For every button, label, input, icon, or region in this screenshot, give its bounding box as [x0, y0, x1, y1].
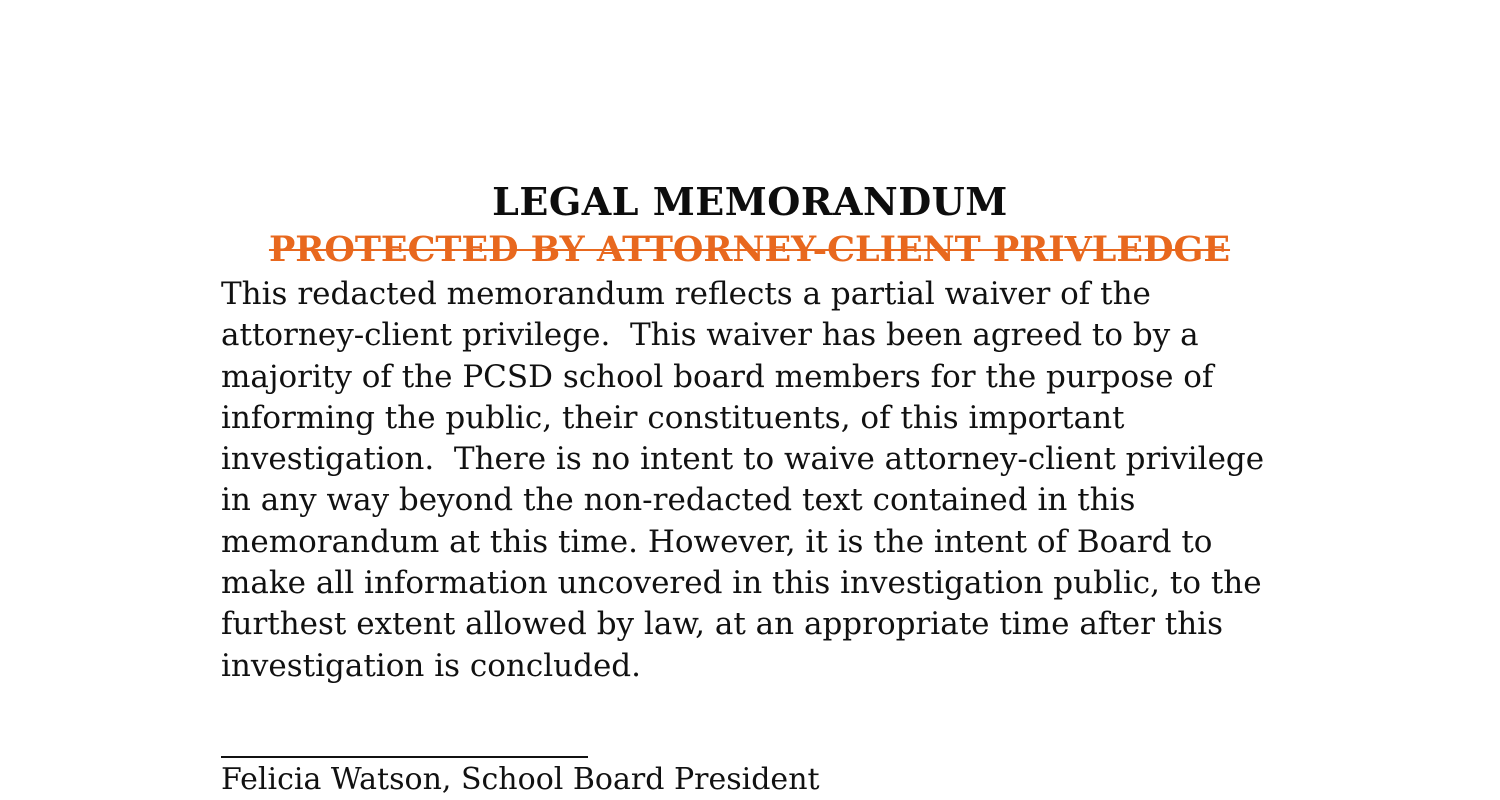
body-line: memorandum at this time. However, it is the intent of Board to [221, 523, 1213, 560]
body-line: furthest extent allowed by law, at an appropriate time after this [221, 606, 1223, 643]
body-line: attorney-client privilege. This waiver has been agreed to by a [221, 317, 1199, 354]
signatory-name: Felicia Watson, School Board President [221, 762, 820, 797]
privilege-notice-struck: PROTECTED BY ATTORNEY-CLIENT PRIVLEDGE [268, 229, 1231, 270]
body-line: in any way beyond the non-redacted text contained in this [221, 482, 1136, 519]
body-line: informing the public, their constituents, of this important [221, 399, 1125, 436]
body-line: This redacted memorandum reflects a partial waiver of the [221, 276, 1151, 312]
body-line: majority of the PCSD school board members for the purpose of [221, 358, 1214, 395]
body-line: investigation is concluded. [221, 647, 641, 684]
memo-body [221, 274, 1301, 687]
body-line: make all information uncovered in this investigation public, to the [221, 565, 1262, 602]
signature-line [221, 756, 588, 758]
memo-title: LEGAL MEMORANDUM [492, 179, 1008, 224]
body-line: investigation. There is no intent to waive attorney-client privilege [221, 441, 1265, 478]
